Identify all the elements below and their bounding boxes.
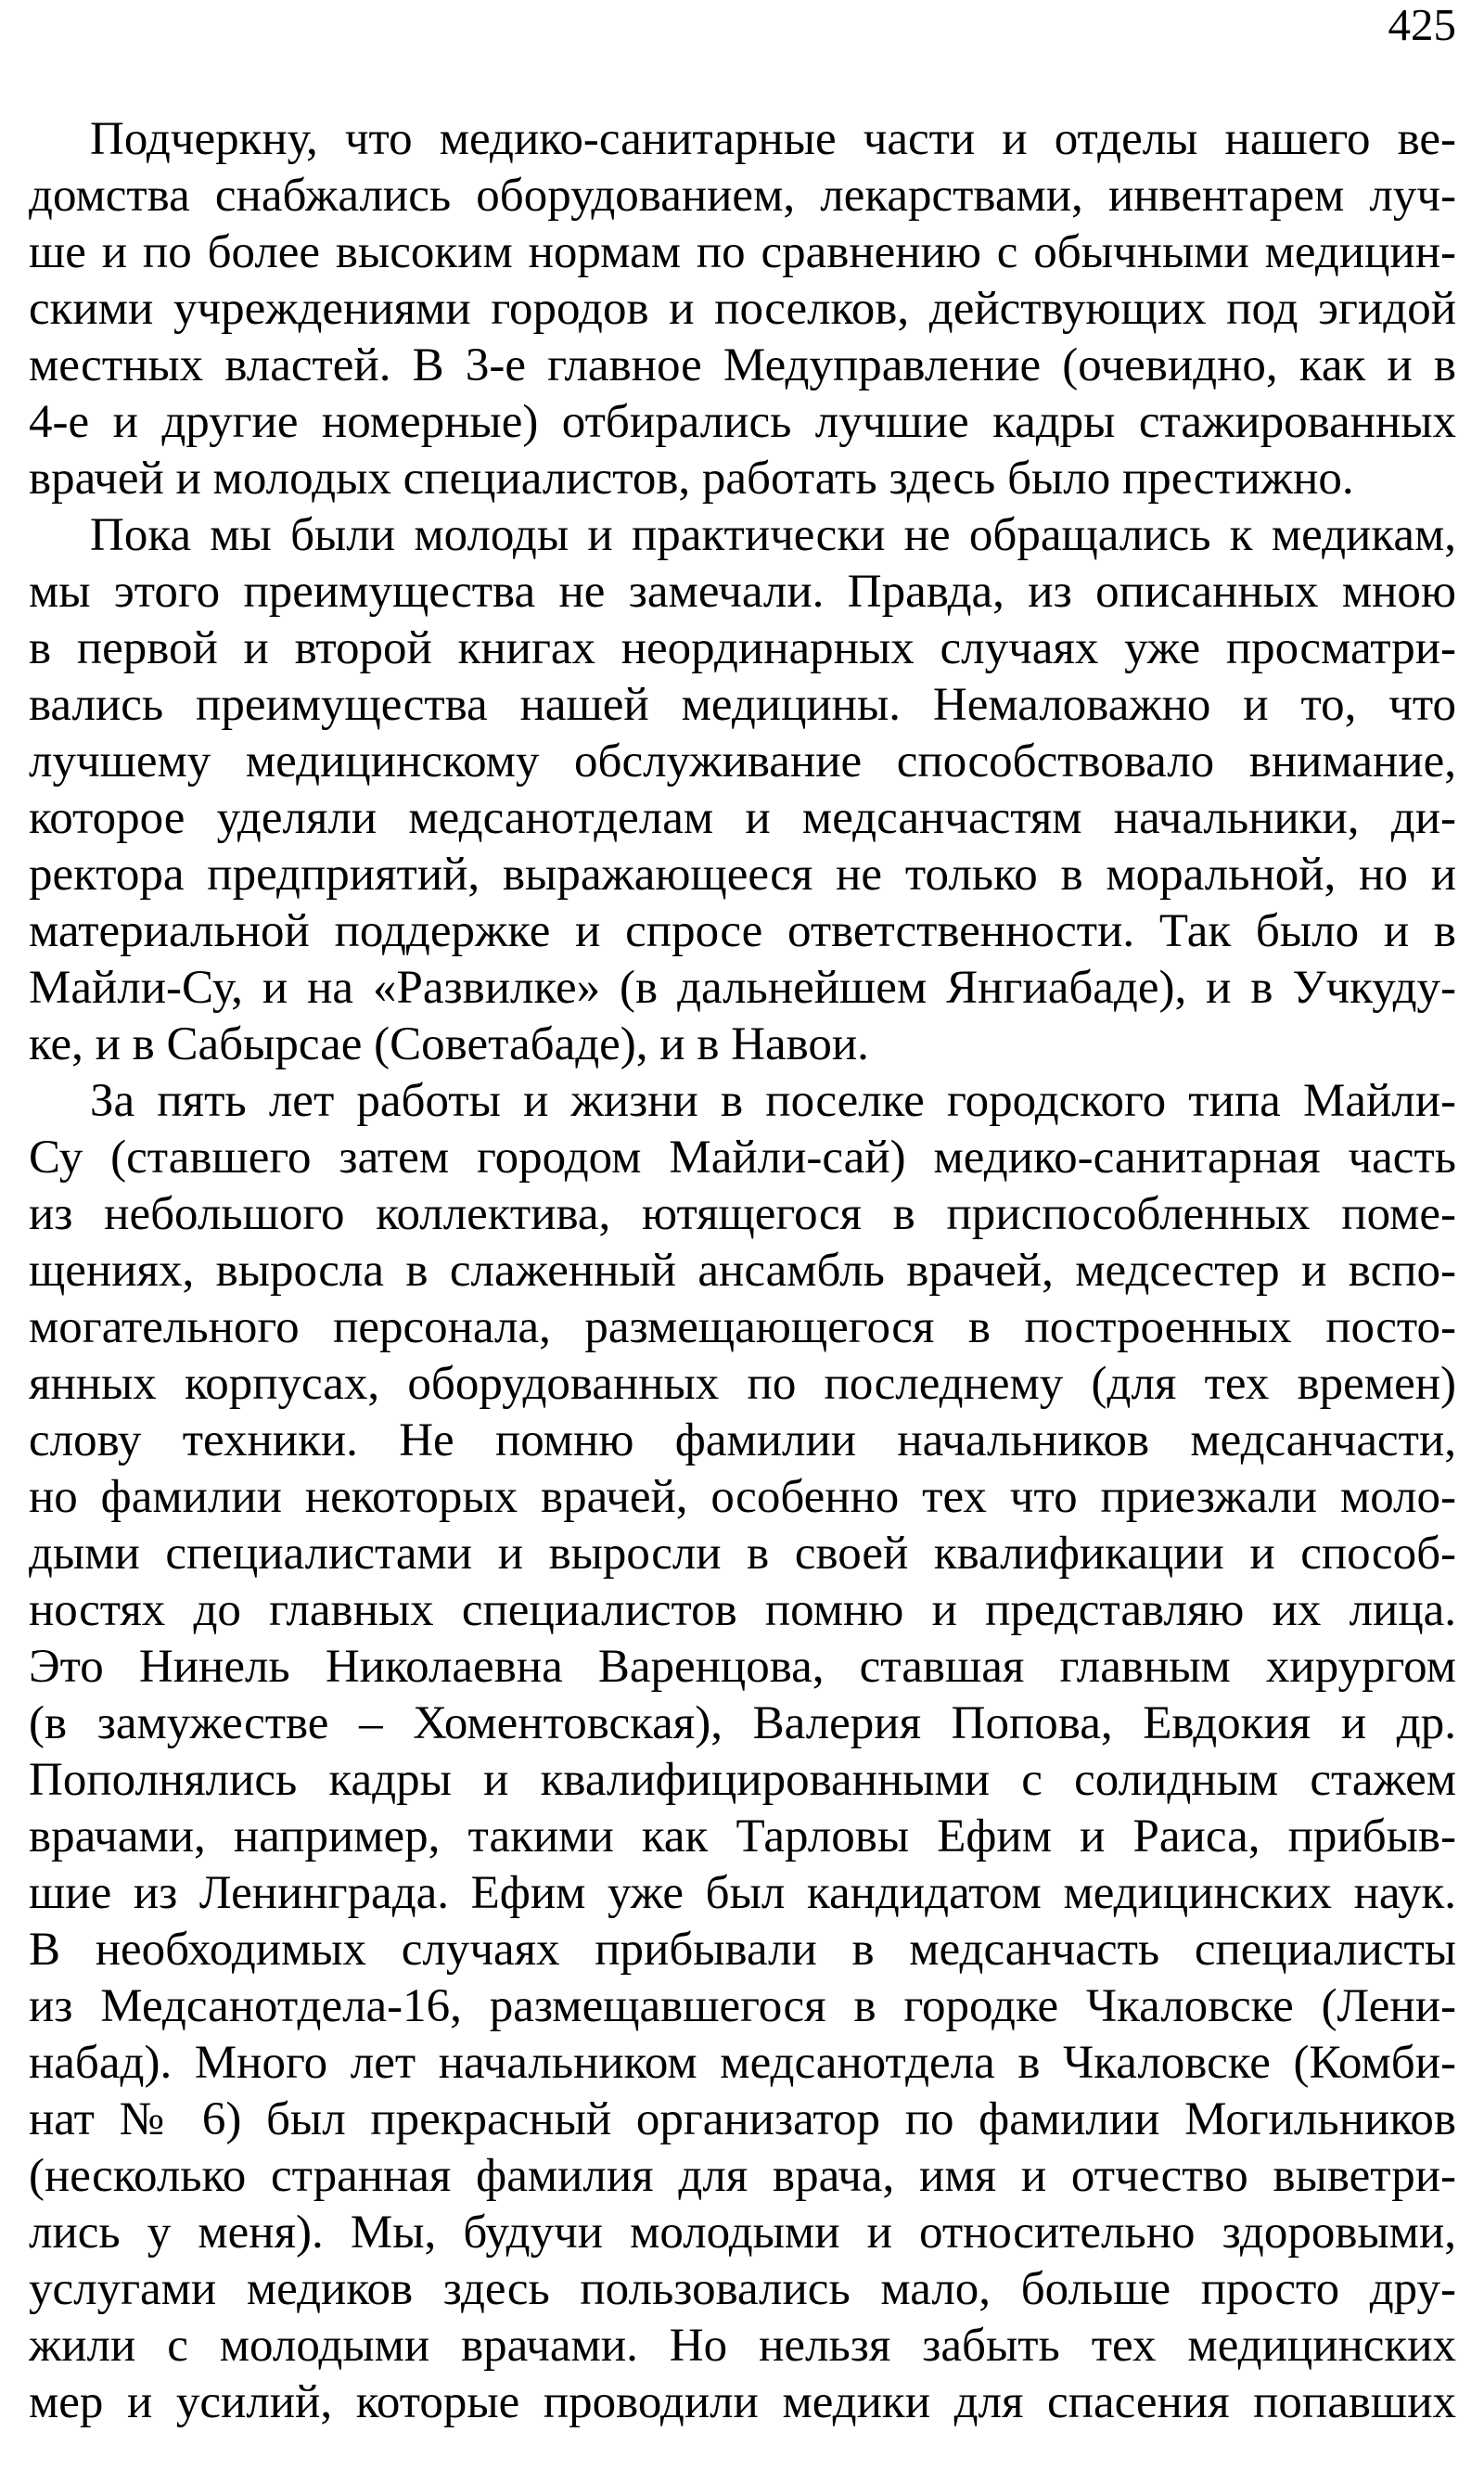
text-line: ке, и в Сабырсае (Советабаде), и в Навои.: [29, 1018, 869, 1070]
text-line: Пока мы были молоды и практически не обращались к медикам,: [90, 509, 1456, 561]
text-line: жили с молодыми врачами. Но нельзя забыть тех медицинских: [29, 2320, 1456, 2372]
text-line: которое уделяли медсанотделам и медсанчастям начальники, ди-: [29, 792, 1456, 844]
text-line: ностях до главных специалистов помню и представляю их лица.: [29, 1584, 1456, 1636]
text-line: врачами, например, такими как Тарловы Ефим и Раиса, прибыв-: [29, 1811, 1456, 1862]
text-line: (в замужестве – Хоментовская), Валерия Попова, Евдокия и др.: [29, 1697, 1456, 1749]
text-line: набад). Много лет начальником медсанотдела в Чкаловске (Комби-: [29, 2037, 1456, 2089]
text-line: шие из Ленинграда. Ефим уже был кандидатом медицинских наук.: [29, 1867, 1456, 1919]
text-line: местных властей. В 3-е главное Медуправление (очевидно, как и в: [29, 339, 1456, 391]
text-line: лись у меня). Мы, будучи молодыми и относительно здоровыми,: [29, 2207, 1456, 2259]
text-line: слову техники. Не помню фамилии начальников медсанчасти,: [29, 1414, 1456, 1466]
text-line: Пополнялись кадры и квалифицированными с солидным стажем: [29, 1754, 1456, 1806]
text-line: (несколько странная фамилия для врача, имя и отчество выветри-: [29, 2150, 1456, 2202]
text-line: Подчеркну, что медико-санитарные части и отделы нашего ве-: [90, 113, 1456, 165]
text-line: Это Нинель Николаевна Варенцова, ставшая главным хирургом: [29, 1641, 1456, 1693]
text-line: За пять лет работы и жизни в поселке городского типа Майли-: [90, 1075, 1456, 1127]
text-line: лучшему медицинскому обслуживание способствовало внимание,: [29, 736, 1456, 787]
text-line: скими учреждениями городов и поселков, действующих под эгидой: [29, 283, 1456, 335]
text-line: материальной поддержке и спросе ответственности. Так было и в: [29, 905, 1456, 957]
text-line: 4-е и другие номерные) отбирались лучшие кадры стажированных: [29, 396, 1456, 448]
paragraph-2: [29, 507, 1456, 1073]
text-line: мы этого преимущества не замечали. Правда, из описанных мною: [29, 566, 1456, 618]
page-number: 425: [1388, 0, 1456, 50]
text-line: Су (ставшего затем городом Майли-сай) медико-санитарная часть: [29, 1132, 1456, 1184]
body-text: [29, 111, 1456, 2431]
text-line: из Медсанотдела-16, размещавшегося в городке Чкаловске (Лени-: [29, 1980, 1456, 2032]
text-line: вались преимущества нашей медицины. Немаловажно и то, что: [29, 679, 1456, 731]
text-line: домства снабжались оборудованием, лекарствами, инвентарем луч-: [29, 170, 1456, 222]
text-line: услугами медиков здесь пользовались мало, больше просто дру-: [29, 2263, 1456, 2315]
text-line: но фамилии некоторых врачей, особенно тех что приезжали моло-: [29, 1471, 1456, 1523]
paragraph-1: [29, 111, 1456, 507]
text-line: щениях, выросла в слаженный ансамбль врачей, медсестер и вспо-: [29, 1245, 1456, 1297]
text-line: могательного персонала, размещающегося в построенных посто-: [29, 1301, 1456, 1353]
text-line: врачей и молодых специалистов, работать здесь было престижно.: [29, 453, 1354, 505]
text-line: дыми специалистами и выросли в своей квалификации и способ-: [29, 1528, 1456, 1580]
text-line: ше и по более высоким нормам по сравнению с обычными медицин-: [29, 226, 1456, 278]
paragraph-3: [29, 1073, 1456, 2431]
text-line: ректора предприятий, выражающееся не только в моральной, но и: [29, 849, 1456, 901]
text-line: нат № 6) был прекрасный организатор по фамилии Могильников: [29, 2093, 1456, 2145]
text-line: Майли-Су, и на «Развилке» (в дальнейшем Янгиабаде), и в Учкуду-: [29, 962, 1456, 1014]
text-line: из небольшого коллектива, ютящегося в приспособленных поме-: [29, 1188, 1456, 1240]
text-line: янных корпусах, оборудованных по последнему (для тех времен): [29, 1358, 1456, 1410]
text-line: мер и усилий, которые проводили медики для спасения попавших: [29, 2376, 1456, 2428]
text-line: в первой и второй книгах неординарных случаях уже просматри-: [29, 622, 1456, 674]
text-line: В необходимых случаях прибывали в медсанчасть специалисты: [29, 1924, 1456, 1976]
